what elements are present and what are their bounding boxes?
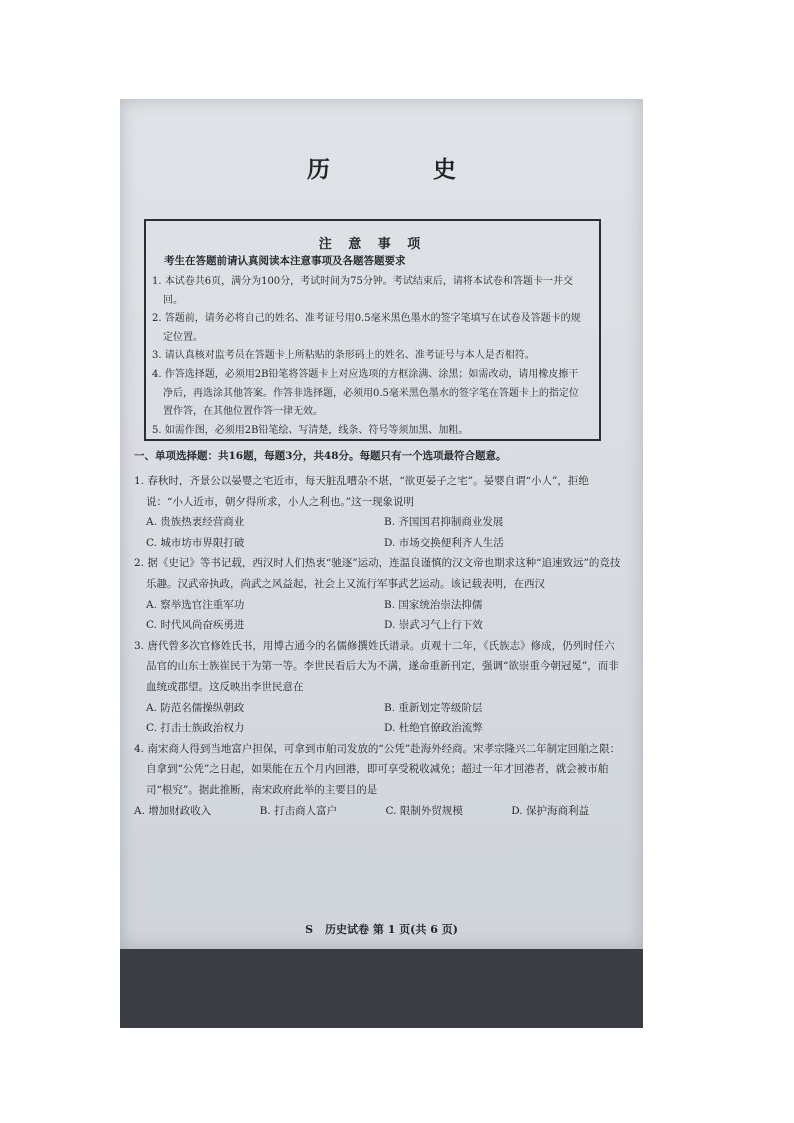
question-options <box>134 512 622 553</box>
option-b: B. 打击商人富户 <box>259 804 338 817</box>
notice-subtitle: 考生在答题前请认真阅读本注意事项及各题答题要求 <box>164 255 406 267</box>
question-stem: 2. 据《史记》等书记载，西汉时人们热衷“驰逐”运动，连温良谨慎的汉文帝也期求这种“追速致远”的竞技乐趣。汉武帝执政，尚武之风益起，社会上又流行军事武艺运动。该记载表明，在西汉 <box>134 557 621 590</box>
notice-title: 注 意 事 项 <box>318 237 427 252</box>
question-list <box>134 471 622 821</box>
notice-box <box>144 219 601 441</box>
question-2 <box>134 553 622 635</box>
page-footer <box>120 921 643 937</box>
notice-item: 2. 答题前，请务必将自己的姓名、准考证号用0.5毫米黑色墨水的签字笔填写在试卷及答题卡的规定位置。 <box>152 313 581 343</box>
option-d: D. 保护海商利益 <box>511 804 589 817</box>
question-stem: 4. 南宋商人得到当地富户担保，可拿到市舶司发放的“公凭”赴海外经商。宋孝宗隆兴二年制定回舶之限：自拿到“公凭”之日起，如果能在五个月内回港，即可享受税收减免；超过一年才回港者，就会被市舶司“根究”。据此推断，南宋政府此举的主要目的是 <box>134 742 621 796</box>
question-stem: 1. 春秋时，齐景公以晏婴之宅近市，每天脏乱嘈杂不堪，“欲更晏子之宅”。晏婴自谓“小人”，拒绝说：“小人近市，朝夕得所求，小人之利也。”这一现象说明 <box>134 475 589 508</box>
section-heading: 一、单项选择题：共16题，每题3分，共48分。每题只有一个选项最符合题意。 <box>134 450 507 462</box>
option-b: B. 重新划定等级阶层 <box>384 701 483 714</box>
option-a: A. 贵族热衷经营商业 <box>146 516 245 529</box>
option-b: B. 国家统治崇法抑儒 <box>384 598 483 611</box>
option-a: A. 增加财政收入 <box>134 804 212 817</box>
option-a: A. 察举选官注重军功 <box>146 598 245 611</box>
page-title: 历 史 <box>307 156 496 183</box>
option-c: C. 限制外贸规模 <box>385 804 463 817</box>
footer-page-number: 历史试卷 第 1 页(共 6 页) <box>325 923 458 936</box>
exam-sheet <box>120 99 643 949</box>
option-c: C. 时代风尚奋疾勇进 <box>146 619 245 632</box>
footer-series: S <box>305 923 314 936</box>
photo-background <box>120 99 643 1028</box>
notice-item: 1. 本试卷共6页，满分为100分，考试时间为75分钟。考试结束后，请将本试卷和答题卡一并交回。 <box>152 276 573 306</box>
notice-item: 4. 作答选择题，必须用2B铅笔将答题卡上对应选项的方框涂满、涂黑；如需改动，请用橡皮擦干净后，再选涂其他答案。作答非选择题，必须用0.5毫米黑色墨水的签字笔在答题卡上的指定位置作答，在其他位置作答一律无效。 <box>152 368 579 418</box>
option-d: D. 杜绝官僚政治流弊 <box>384 722 483 735</box>
question-options <box>134 801 589 822</box>
question-options <box>134 595 622 636</box>
question-3 <box>134 636 622 739</box>
notice-item: 3. 请认真核对监考员在答题卡上所粘贴的条形码上的姓名、准考证号与本人是否相符。 <box>152 350 535 362</box>
question-1 <box>134 471 622 553</box>
notice-item: 5. 如需作图，必须用2B铅笔绘、写清楚，线条、符号等须加黑、加粗。 <box>152 424 469 436</box>
notice-items <box>152 273 588 440</box>
question-4 <box>134 739 622 821</box>
option-c: C. 城市坊市界限打破 <box>146 536 245 549</box>
option-d: D. 市场交换便利齐人生活 <box>384 536 504 549</box>
option-a: A. 防范名儒操纵朝政 <box>146 701 245 714</box>
question-stem: 3. 唐代曾多次官修姓氏书，用博古通今的名儒修撰姓氏谱录。贞观十二年，《氏族志》修成，仍列时任六品官的山东士族崔民干为第一等。李世民看后大为不满，遂命重新刊定，强调“欲崇重今朝冠冕”，而非血统或郡望。这反映出李世民意在 <box>134 639 619 693</box>
option-b: B. 齐国国君抑制商业发展 <box>384 516 504 529</box>
option-c: C. 打击士族政治权力 <box>146 722 245 735</box>
option-d: D. 崇武习气上行下效 <box>384 619 483 632</box>
question-options <box>134 698 622 739</box>
